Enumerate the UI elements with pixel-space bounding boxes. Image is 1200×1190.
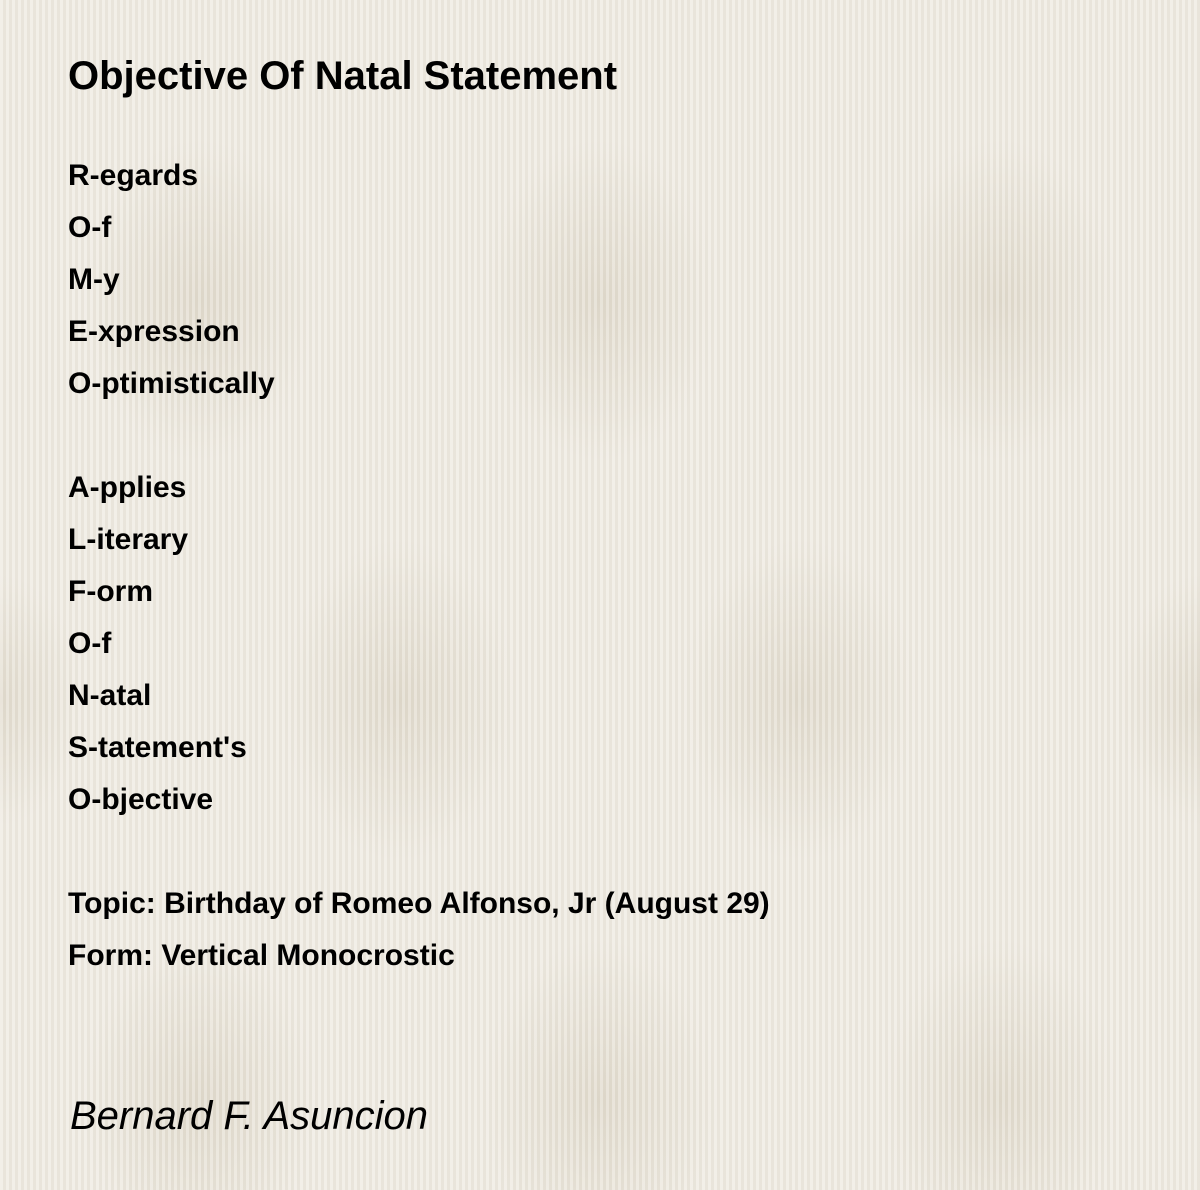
poem-topic: Topic: Birthday of Romeo Alfonso, Jr (August 29) <box>68 887 770 920</box>
poem-title: Objective Of Natal Statement <box>68 54 618 98</box>
poem-line: E-xpression <box>68 315 240 348</box>
poem-notes <box>68 878 1128 982</box>
poem-line: O-bjective <box>68 783 214 816</box>
poem-line: R-egards <box>68 159 199 192</box>
poem-line: O-f <box>68 627 112 660</box>
stanza-2 <box>68 462 1128 826</box>
poem-line: O-ptimistically <box>68 367 275 400</box>
poem-line: L-iterary <box>68 523 189 556</box>
stanza-1 <box>68 150 1128 410</box>
poem-line: N-atal <box>68 679 152 712</box>
poem-line: A-pplies <box>68 471 187 504</box>
poem-container <box>68 50 1128 982</box>
poem-line: S-tatement's <box>68 731 247 764</box>
poem-author: Bernard F. Asuncion <box>70 1094 428 1138</box>
poem-line: F-orm <box>68 575 153 608</box>
poem-form: Form: Vertical Monocrostic <box>68 939 455 972</box>
poem-line: M-y <box>68 263 120 296</box>
poem-line: O-f <box>68 211 112 244</box>
